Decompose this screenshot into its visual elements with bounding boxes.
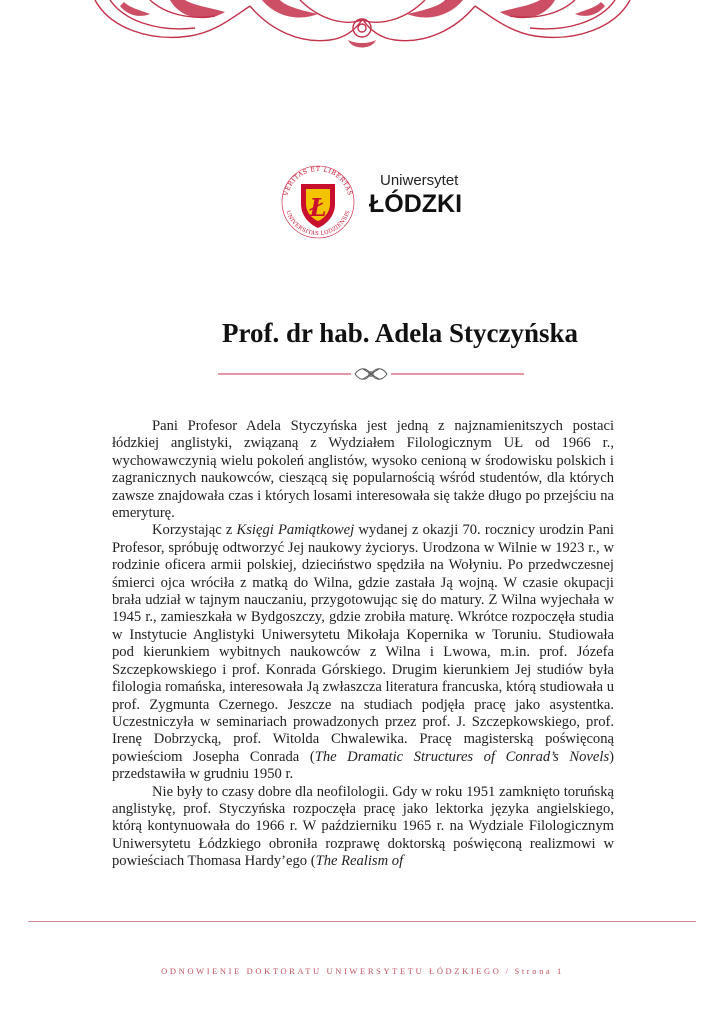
page-title: Prof. dr hab. Adela Styczyńska	[221, 318, 579, 348]
document-body	[112, 418, 614, 871]
footer-separator: /	[505, 966, 511, 976]
paragraph-2-text: wydanej z okazji 70. rocznicy urodzin Pani Profesor, spróbuję odtworzyć Jej naukowy życiorys. Urodzona w Wilnie w 1923 r., w rodzinie oficera armii polskiej, dzieciństwo spędziła na Wołyniu. Po przedwczesnej śmierci ojca wróciła z matką do Wilna, gdzie zastała Ją wojną. W czasie okupacji brała udział w tajnym nauczaniu, przygotowując się do matury. Z Wilna wyjechała w 1945 r., zamieszkała w Bydgoszczy, gdzie zrobiła maturę. Wkrótce rozpoczęła studia w Instytucie Anglistyki Uniwersytetu Mikołaja Kopernika w Toruniu. Studiowała pod kierunkiem wybitnych naukowców z Wilna i Lwowa, m.in. prof. Józefa Szczepkowskiego i prof. Konrada Górskiego. Drugim kierunkiem Jej studiów była filologia romańska, interesowała Ją zwłaszcza literatura francuska, którą studiowała u prof. Zygmunta Czernego. Jeszcze na studiach podjęła pracę jako asystentka. Uczestniczyła w seminariach prowadzonych przez prof. J. Szczepkowskiego, prof. Irenę Dobrzycką, prof. Witolda Chwalewika. Pracę magisterską poświęconą powieściom Josepha Conrada (	[112, 522, 614, 765]
footer-title: ODNOWIENIE DOKTORATU UNIWERSYTETU ŁÓDZKIEGO	[161, 966, 502, 976]
logo-seal-bottom-text: UNIVERSITAS LODZIENSIS	[284, 209, 352, 238]
book-title-ksiega-pamiatkowa: Księgi Pamiątkowej	[236, 522, 355, 539]
title-divider-ornament	[218, 366, 524, 382]
paragraph-1: Pani Profesor Adela Styczyńska jest jedną z najznamienitszych postaci łódzkiej anglistyki, związaną z Wydziałem Filologicznym UŁ od 1966 r., wychowawczynią wielu pokoleń anglistów, wysoko cenioną w środowisku polskich i zagranicznych naukowców, cieszącą się popularnością wśród studentów, dla których zawsze znajdowała czas i których losami interesowała się także długo po przejściu na emeryturę.	[112, 418, 614, 522]
paragraph-2	[112, 522, 614, 783]
footer-page-number: Strona 1	[514, 966, 564, 976]
paragraph-3	[112, 784, 614, 871]
top-ornament	[0, 0, 725, 60]
paragraph-2-text: ) przedstawiła w grudniu 1950 r.	[112, 748, 614, 783]
logo-name-line1: Uniwersytet	[380, 172, 459, 189]
paragraph-2-text: Korzystając z	[152, 522, 237, 539]
thesis-title-conrad: The Dramatic Structures of Conrad’s Novels	[314, 748, 610, 765]
paragraph-3-text: Nie były to czasy dobre dla neofilologii. Gdy w roku 1951 zamknięto toruńską anglistykę, prof. Styczyńska rozpoczęła pracę jako lektorka języka angielskiego, którą kontynuowała do 1966 r. W październiku 1965 r. na Wydziale Filologicznym Uniwersytetu Łódzkiego obroniła rozprawę doktorską poświęconą realizmowi w powieściach Thomasa Hardy’ego (	[112, 783, 614, 870]
page-footer	[0, 966, 725, 976]
dissertation-title-hardy: The Realism of	[315, 853, 404, 870]
logo-name-line2: ŁÓDZKI	[369, 190, 463, 218]
logo-seal-top-text: VERITAS ET LIBERTAS	[282, 165, 354, 197]
logo-seal-letter: Ł	[309, 193, 327, 222]
university-logo	[277, 160, 467, 240]
footer-divider	[28, 921, 696, 922]
